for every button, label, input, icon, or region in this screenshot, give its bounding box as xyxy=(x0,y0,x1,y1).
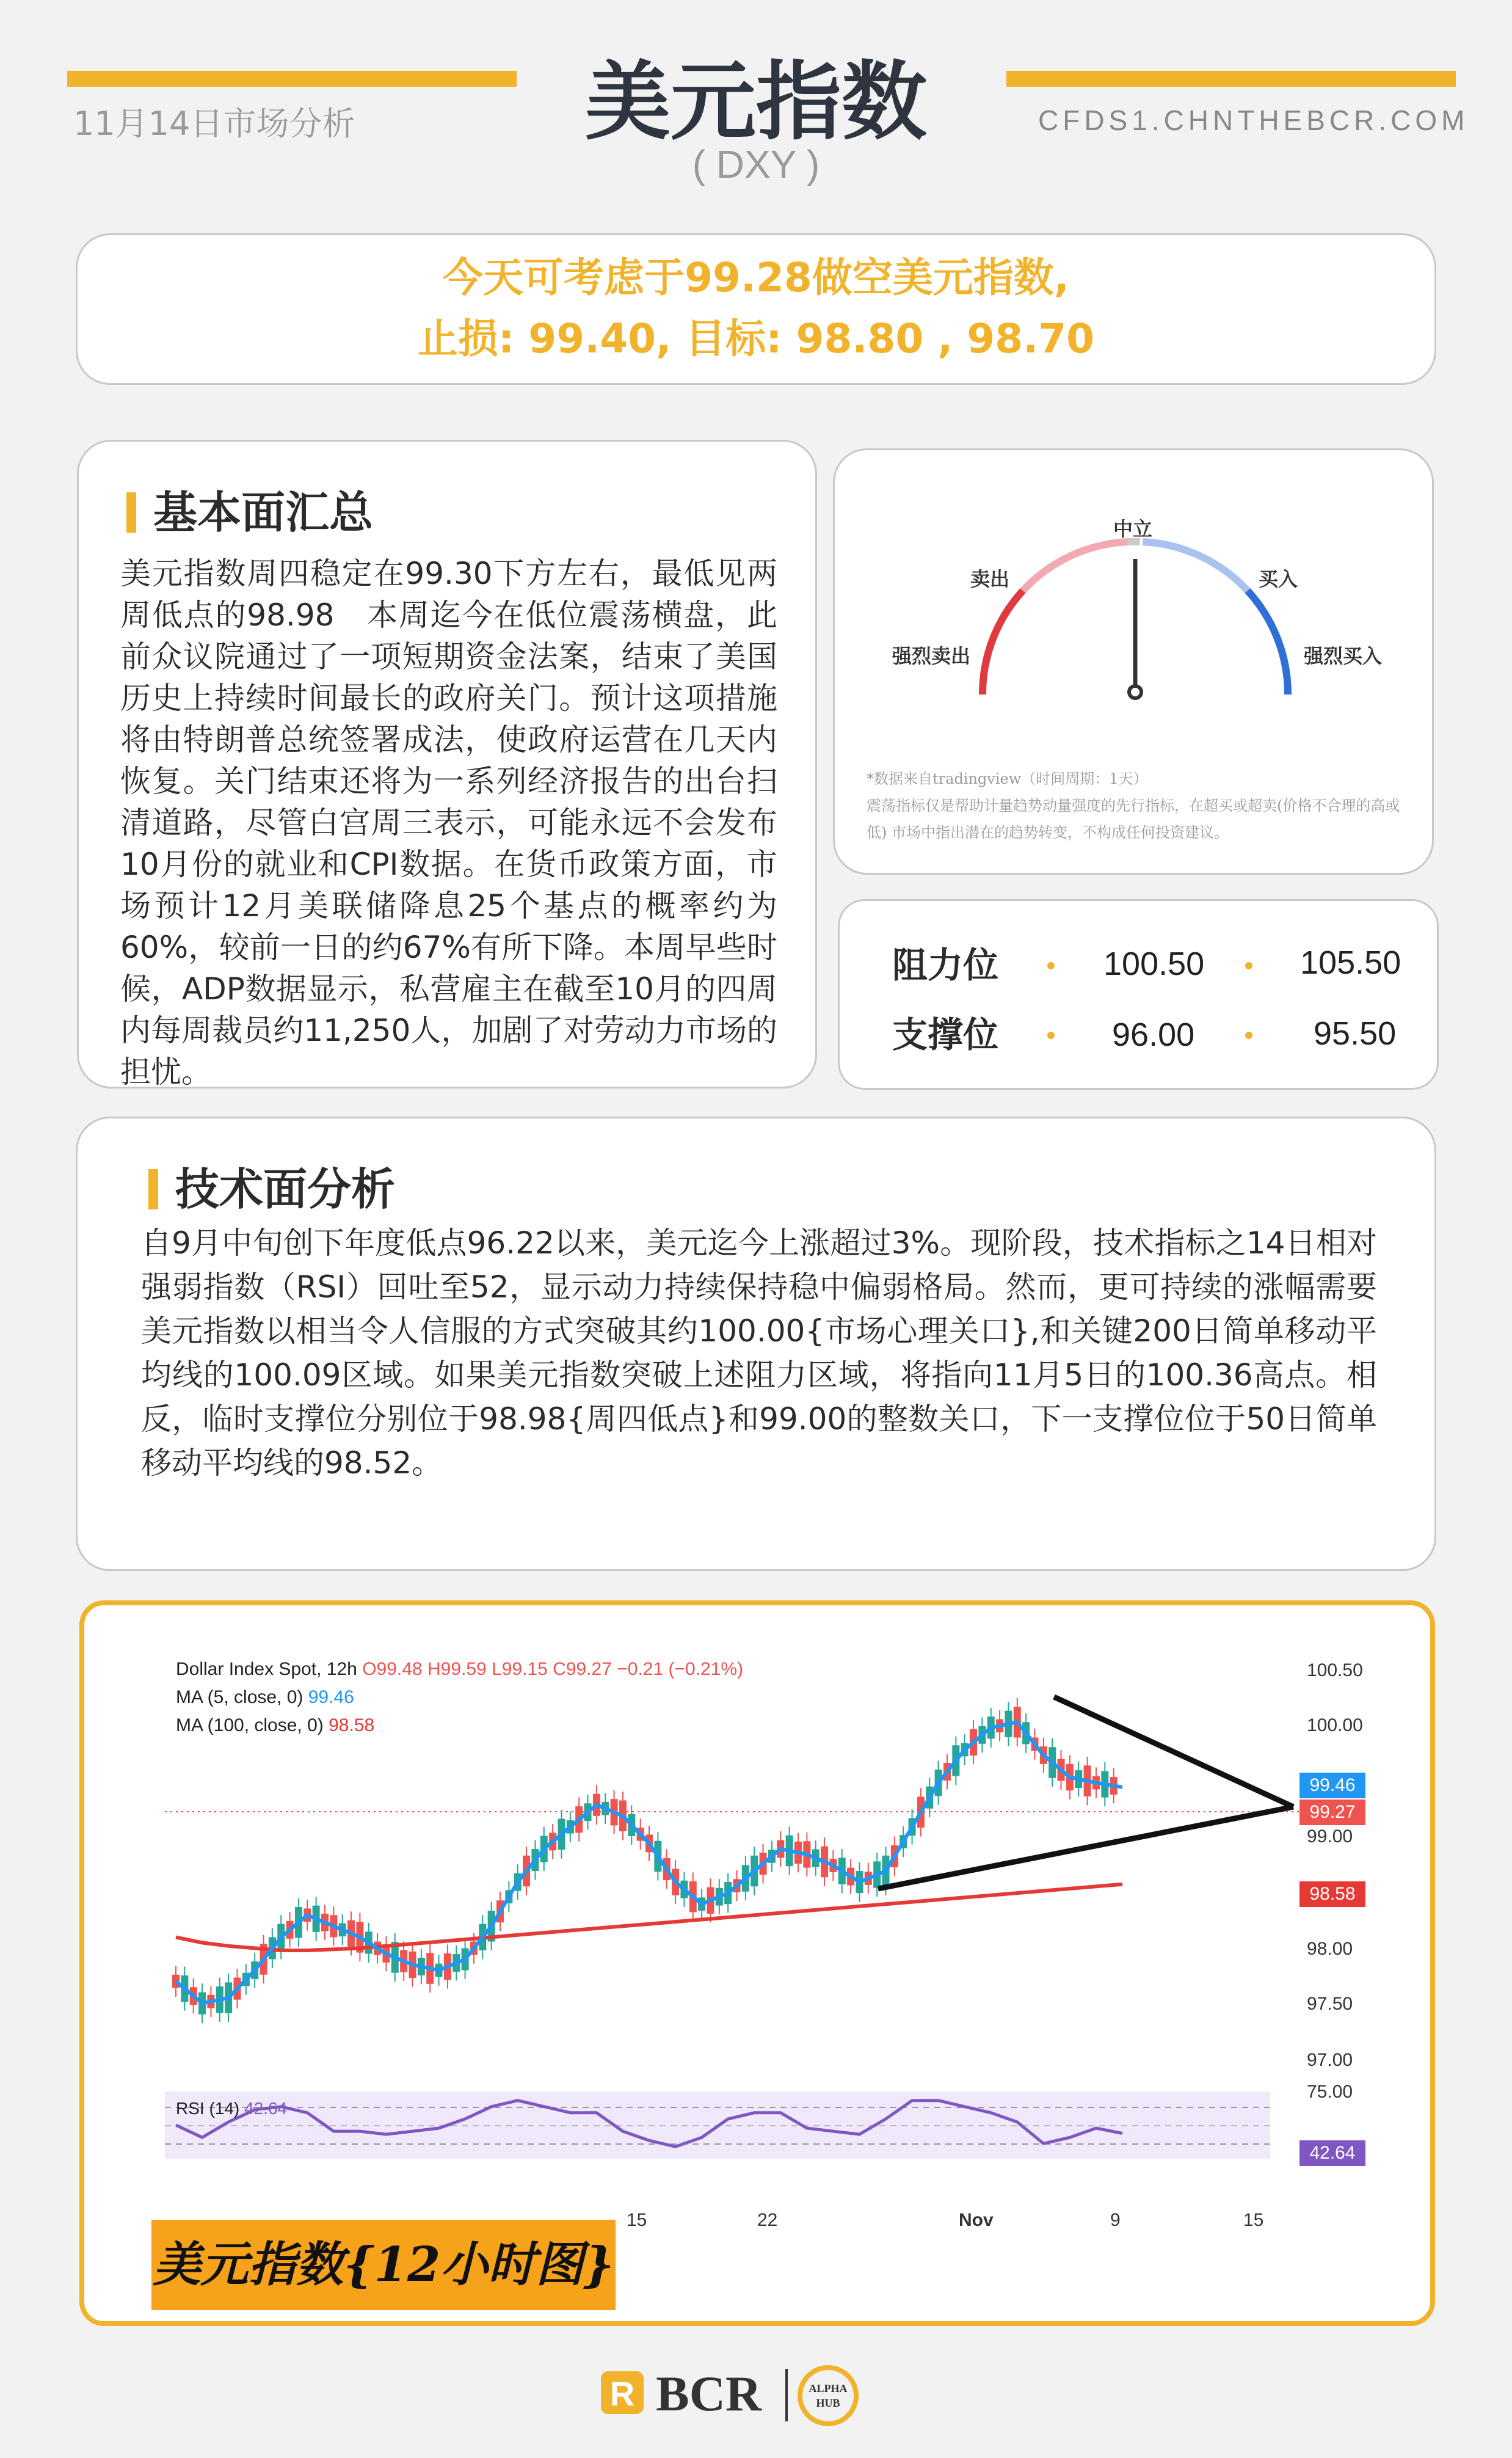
rsi-value: 42.64 xyxy=(244,2099,288,2118)
rsi-badge: 42.64 xyxy=(1299,2140,1365,2166)
recommendation-line-1: 今天可考虑于99.28做空美元指数, xyxy=(443,254,1069,301)
footer-logo xyxy=(0,2358,1512,2434)
chart-caption: 美元指数{12小时图} xyxy=(151,2220,616,2310)
candles-group xyxy=(172,1698,1118,2024)
chart-card xyxy=(79,1600,1435,2326)
ma5-line xyxy=(176,1722,1122,2003)
ma5-value: 99.46 xyxy=(308,1687,354,1707)
date-label: 11月14日市场分析 xyxy=(73,104,355,143)
bcr-logo-letter: R xyxy=(609,2374,635,2413)
rsi-legend xyxy=(176,2099,287,2118)
resistance-value-1: 100.50 xyxy=(1103,946,1205,982)
price-tick-98-00: 98.00 xyxy=(1307,1939,1353,1959)
ma5-price-badge: 99.46 xyxy=(1299,1773,1365,1798)
gauge-label-buy: 买入 xyxy=(1259,567,1298,591)
technical-card xyxy=(76,1117,1436,1571)
gauge-disclaimer: 震荡指标仅是帮助计量趋势动量强度的先行指标，在超买或超卖(价格不合理的高或低) 市场中指出潜在的趋势转变，不构成任何投资建议。 xyxy=(867,797,1400,841)
fundamentals-heading-text: 基本面汇总 xyxy=(153,487,374,538)
recommendation-line-2: 止损: 99.40, 目标: 98.80 , 98.70 xyxy=(417,315,1095,362)
chart-close: C99.27 xyxy=(553,1659,612,1679)
chart-symbol-label: Dollar Index Spot, 12h xyxy=(176,1659,357,1679)
alpha-hub-text: ALPHA xyxy=(809,2382,848,2394)
price-tick-97-50: 97.50 xyxy=(1307,1994,1353,2014)
alpha-hub-badge xyxy=(800,2368,856,2424)
x-tick-nov: Nov xyxy=(959,2210,994,2230)
page-subtitle: ( DXY ) xyxy=(692,142,820,186)
ma5-label: MA (5, close, 0) xyxy=(176,1687,303,1707)
technical-text: 自9月中旬创下年度低点96.22以来，美元迄今上涨超过3%。现阶段，技术指标之14日相对强弱指数（RSI）回吐至52，显示动力持续保持稳中偏弱格局。然而，更可持续的涨幅需要美元指数以相当令人信服的方式突破其约100.00{市场心理关口},和关键200日简单移动平均线的100.09区域。如果美元指数突破上述阻力区域，将指向11月5日的100.36高点。相反，临时支撑位分别位于98.98{周四低点}和99.00的整数关口，下一支撑位位于50日简单移动平均线的98.52。 xyxy=(141,1225,1377,1481)
gauge-label-strong-sell: 强烈卖出 xyxy=(892,644,971,668)
price-tick-97-00: 97.00 xyxy=(1307,2050,1353,2070)
technical-heading-text: 技术面分析 xyxy=(175,1164,396,1215)
page-title: 美元指数 xyxy=(584,53,927,152)
price-tick-100-00: 100.00 xyxy=(1307,1715,1363,1735)
recommendation-card xyxy=(76,233,1436,385)
sentiment-gauge xyxy=(835,450,1436,731)
ma100-price-badge: 98.58 xyxy=(1299,1881,1365,1907)
gauge-label-neutral: 中立 xyxy=(1113,517,1153,541)
resistance-dot-2 xyxy=(1245,962,1252,969)
gauge-arc-sell-light xyxy=(1023,542,1128,591)
ma100-value: 98.58 xyxy=(329,1715,375,1735)
sentiment-gauge-card xyxy=(833,448,1434,875)
x-tick-nov-15: 15 xyxy=(1243,2210,1264,2230)
chart-change: −0.21 (−0.21%) xyxy=(617,1659,744,1679)
support-value-1: 96.00 xyxy=(1112,1016,1195,1053)
rsi-label: RSI (14) xyxy=(176,2099,240,2118)
chart-legend-ma100 xyxy=(176,1715,374,1736)
chart-low: L99.15 xyxy=(492,1659,548,1679)
trendline-lower xyxy=(878,1807,1293,1889)
chart-open: O99.48 xyxy=(362,1659,423,1679)
gauge-arc-buy xyxy=(1248,591,1288,695)
bcr-logo-text: BCR xyxy=(656,2366,762,2421)
chart-legend-ma5 xyxy=(176,1687,354,1708)
support-dot-1 xyxy=(1047,1032,1055,1039)
x-tick-oct-22: 22 xyxy=(757,2210,778,2230)
price-tick-100-50: 100.50 xyxy=(1307,1660,1363,1680)
gauge-label-strong-buy: 强烈买入 xyxy=(1304,644,1383,668)
gauge-source: *数据来自tradingview（时间周期：1天） xyxy=(867,770,1148,787)
x-tick-nov-9: 9 xyxy=(1110,2210,1121,2230)
chart-legend-line-1 xyxy=(176,1659,743,1680)
support-dot-2 xyxy=(1245,1032,1252,1039)
support-value-2: 95.50 xyxy=(1314,1015,1397,1052)
support-label: 支撑位 xyxy=(892,1014,999,1056)
resistance-label: 阻力位 xyxy=(892,944,999,986)
heading-accent xyxy=(148,1169,158,1209)
price-tick-99-00: 99.00 xyxy=(1307,1826,1353,1847)
alpha-hub-text-2: HUB xyxy=(816,2397,840,2409)
chart-high: H99.59 xyxy=(427,1659,487,1679)
fundamentals-heading xyxy=(126,477,373,541)
gauge-pivot xyxy=(1129,686,1141,698)
gauge-arc-buy-light xyxy=(1143,542,1248,591)
ma100-label: MA (100, close, 0) xyxy=(176,1715,324,1735)
heading-accent xyxy=(126,492,136,533)
levels-card xyxy=(838,899,1439,1090)
gauge-label-sell: 卖出 xyxy=(970,567,1010,591)
fundamentals-card xyxy=(77,440,817,1089)
gauge-arc-sell xyxy=(983,591,1023,695)
resistance-dot-1 xyxy=(1047,962,1055,969)
last-price-badge: 99.27 xyxy=(1299,1800,1365,1825)
bcr-logo xyxy=(597,2358,915,2431)
rsi-tick-75: 75.00 xyxy=(1307,2082,1353,2102)
x-tick-oct-15: 15 xyxy=(627,2210,647,2230)
resistance-value-2: 105.50 xyxy=(1300,944,1401,981)
site-url[interactable]: CFDS1.CHNTHEBCR.COM xyxy=(1038,104,1469,136)
technical-heading xyxy=(148,1154,395,1217)
fundamentals-text: 美元指数周四稳定在99.30下方左右，最低见两周低点的98.98 本周迄今在低位震荡横盘，此前众议院通过了一项短期资金法案，结束了美国历史上持续时间最长的政府关门。预计这项措施将由特朗普总统签署成法，使政府运营在几天内恢复。关门结束还将为一系列经济报告的出台扫清道路，尽管白宫周三表示，可能永远不会发布10月份的就业和CPI数据。在货币政策方面，市场预计12月美联储降息25个基点的概率约为60%，较前一日的约67%有所下降。本周早些时候，ADP数据显示，私营雇主在截至10月的四周内每周裁员约11,250人，加剧了对劳动力市场的担忧。 xyxy=(120,556,777,1090)
